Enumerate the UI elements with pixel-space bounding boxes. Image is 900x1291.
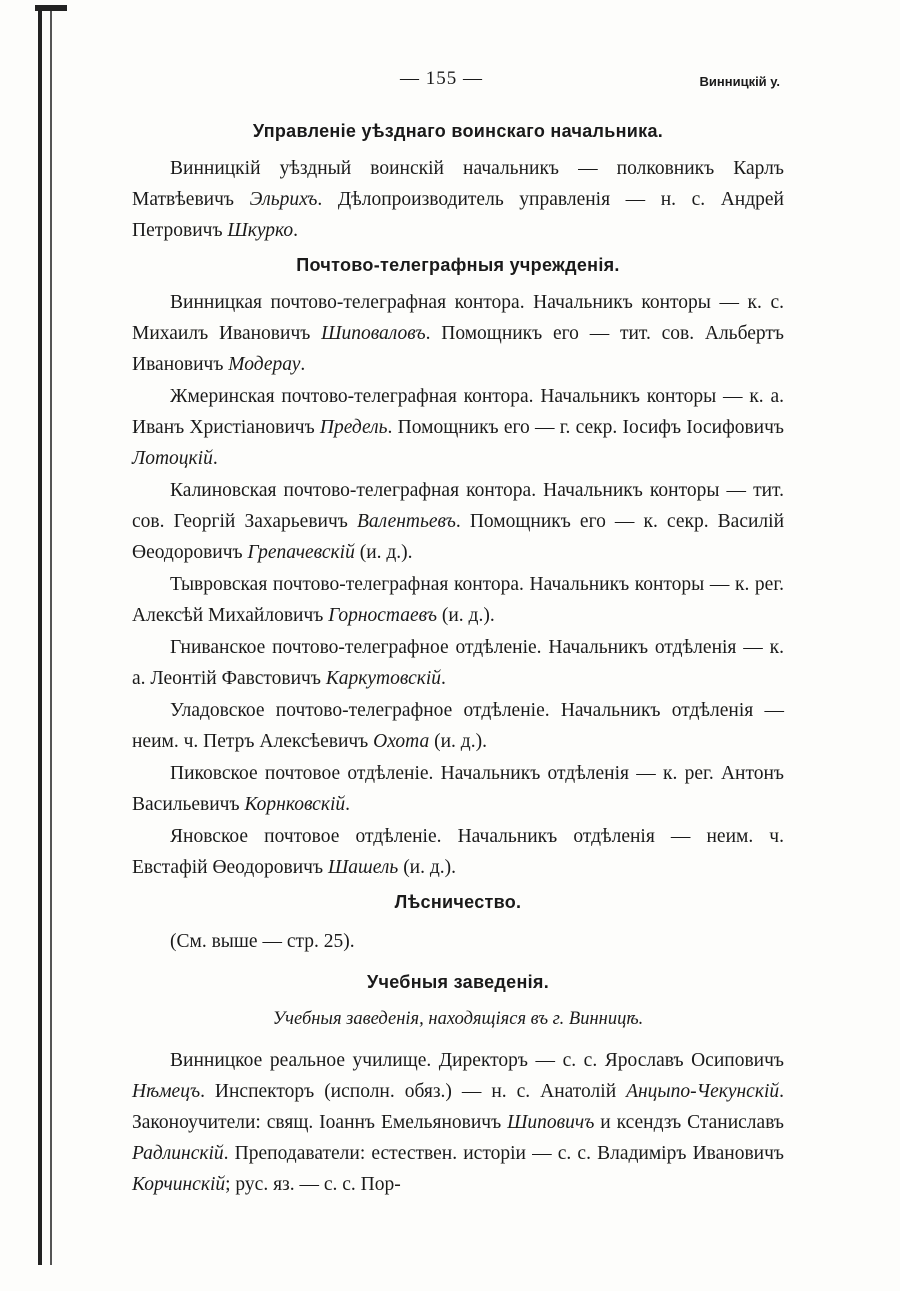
paragraph-text: Тывровская почтово-телеграфная контора. Начальникъ конторы — к. рег. Алексѣй Михайловичъ [132,574,784,626]
paragraph-text: . [441,668,446,689]
paragraph-text: ; рус. яз. — с. с. Пор- [225,1174,401,1195]
paragraph-text: . Законоучители: свящ. Iоаннъ Емельяновичъ [132,1081,784,1133]
surname-text: Шиповичъ [507,1112,595,1133]
paragraph-text: Жмеринская почтово-телеграфная контора. Начальникъ конторы — к. а. Иванъ Христiановичъ [132,386,784,438]
paragraph-text: . Помощникъ его — тит. сов. Альбертъ Ивановичъ [132,323,784,375]
surname-text: Горностаевъ [328,605,437,626]
section-forestry [132,887,784,957]
section-schools [132,967,784,1200]
surname-text: Шкурко [227,220,294,241]
paragraph-text: . Помощникъ его — г. секр. Iосифъ Iосифовичъ [387,417,784,438]
surname-text: Охота [373,731,430,752]
surname-text: Предель [319,417,388,438]
section-body [132,287,784,883]
surname-text: Корнковскiй [244,794,346,815]
paragraph-text: . [345,794,350,815]
page-header [160,68,780,98]
page-content [132,112,784,1201]
section-title: Почтово-телеграфныя учрежденiя. [296,255,620,275]
surname-text: Каркутовскiй [325,668,442,689]
paragraph-text: Яновское почтовое отдѣленiе. Начальникъ отдѣленiя — неим. ч. Евстафiй Өеодоровичъ [132,826,784,878]
section-post-telegraph [132,250,784,883]
paragraph-text: . Помощникъ его — к. секр. Василiй Өеодоровичъ [132,511,785,563]
surname-text: Радлинскiй [132,1143,224,1164]
paragraph-text: Гниванское почтово-телеграфное отдѣленiе. Начальникъ отдѣленiя — к. а. Леонтiй Фавстовичъ [132,637,784,689]
paragraph-text: Винницкая почтово-телеграфная контора. Начальникъ конторы — к. с. Михаилъ Ивановичъ [132,292,784,344]
cross-reference: (См. выше — стр. 25). [170,931,355,952]
paragraph [132,632,784,694]
paragraph-text: Уладовское почтово-телеграфное отдѣленiе. Начальникъ отдѣленiя — неим. ч. Петръ Алексѣевичъ [132,700,784,752]
page-number: — 155 — [400,68,483,89]
paragraph-text: Пиковское почтовое отдѣленiе. Начальникъ отдѣленiя — к. рег. Антонъ Васильевичъ [132,763,784,815]
section-title: Лѣсничество. [394,892,522,912]
paragraph-text: . Инспекторъ (исполн. обяз.) — н. с. Анатолiй [200,1081,627,1102]
surname-text: Анцыпо-Чекунскiй [626,1081,780,1102]
paragraph-text: . [300,354,306,375]
surname-text: Грепачевскiй [247,542,355,563]
section-body [132,1045,784,1200]
paragraph-text: Винницкое реальное училище. Директоръ — с. с. Ярославъ Осиповичъ [170,1050,784,1071]
surname-text: Шиповаловъ [321,323,426,344]
surname-text: Лотоцкiй [132,448,213,469]
paragraph-text: (и. д.). [429,731,487,752]
surname-text: Корчинскiй [132,1174,226,1195]
paragraph [132,695,784,757]
paragraph-text: Винницкiй уѣздный воинскiй начальникъ — полковникъ Карлъ Матвѣевичъ [132,158,784,210]
paragraph-text: . [212,448,218,469]
book-binding-top [35,5,67,11]
surname-text: Шашель [327,857,399,878]
section-military [132,116,784,246]
surname-text: Эльрихъ [249,189,318,210]
paragraph [132,381,784,474]
section-title: Учебныя заведенiя. [366,972,550,992]
section-title: Управленiе уѣзднаго воинскаго начальника. [252,121,664,141]
paragraph [132,153,784,246]
surname-text: Валентьевъ [356,511,456,532]
paragraph [132,758,784,820]
paragraph-text: и ксендзъ Станиславъ [594,1112,785,1133]
paragraph-text: (и. д.). [354,542,413,563]
paragraph [132,1045,784,1200]
paragraph-text: . Преподаватели: естествен. исторiи — с. с. Владимiръ Ивановичъ [223,1143,784,1164]
paragraph-text: . Дѣлопроизводитель управленiя — н. с. Андрей Петровичъ [132,189,784,241]
paragraph [132,475,784,568]
surname-text: Нѣмецъ [132,1081,201,1102]
paragraph-text: (и. д.). [398,857,457,878]
section-body [132,153,784,246]
paragraph-text: Калиновская почтово-телеграфная контора. Начальникъ конторы — тит. сов. Георгiй Захарьевичъ [132,480,784,532]
surname-text: Модерау [228,354,301,375]
book-binding-edge [38,5,52,1265]
running-head: Винницкiй у. [699,74,780,89]
paragraph [132,569,784,631]
paragraph [132,287,784,380]
section-subtitle: Учебныя заведенiя, находящiяся въ г. Винницѣ. [272,1009,644,1029]
paragraph [132,821,784,883]
paragraph-text: . [293,220,299,241]
paragraph-text: (и. д.). [436,605,495,626]
